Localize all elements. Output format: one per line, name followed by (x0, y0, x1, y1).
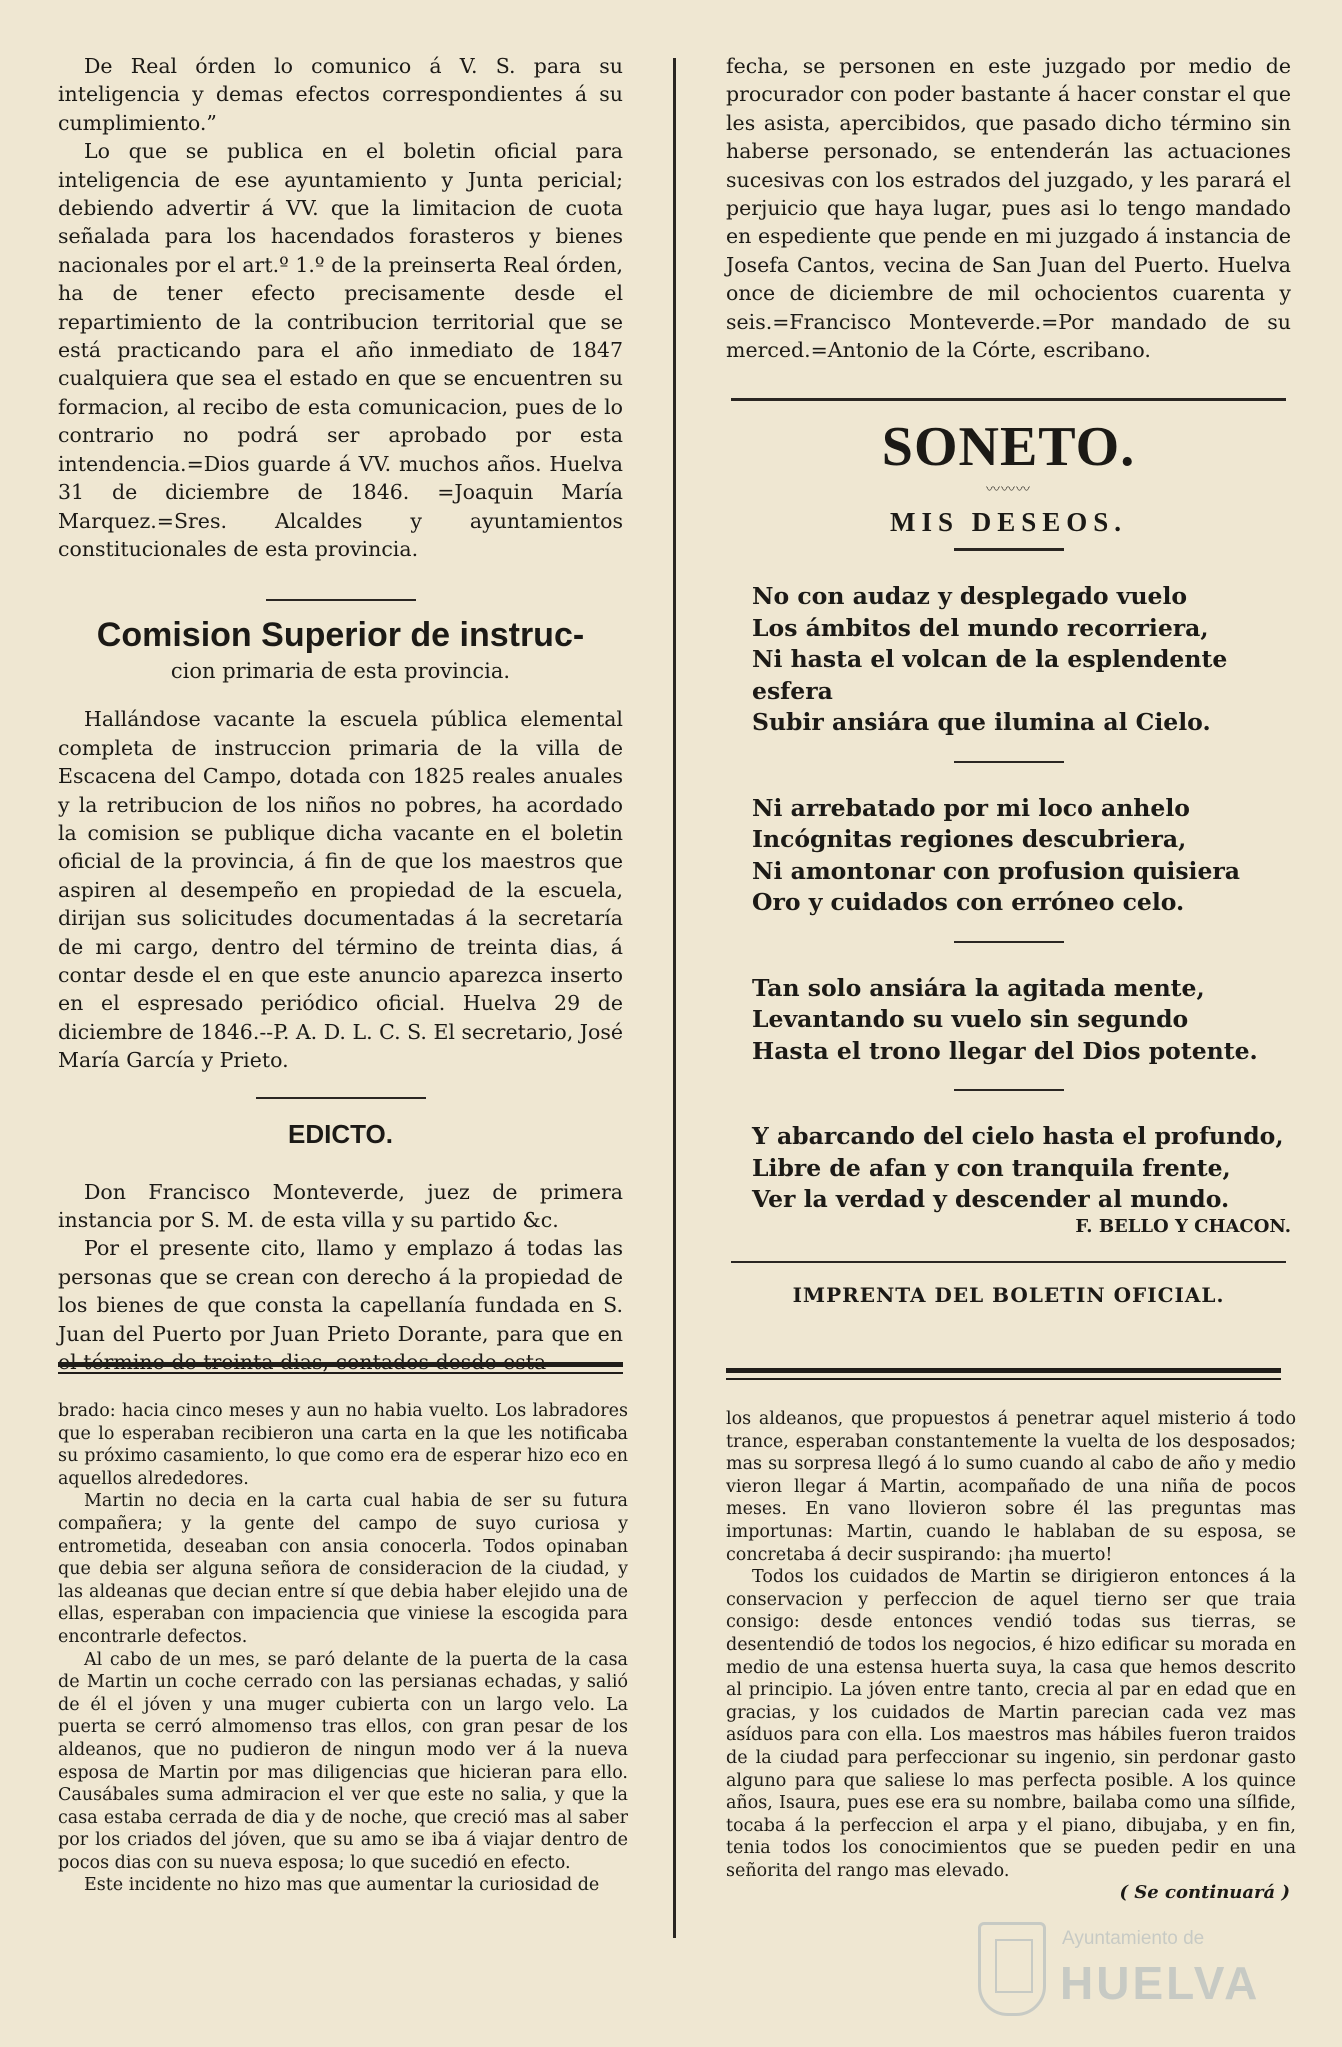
verse-line: Tan solo ansiára la agitada mente, (752, 973, 1205, 1002)
verse-line: Hasta el trono llegar del Dios potente. (752, 1036, 1258, 1065)
comision-heading: Comision Superior de instruc- (96, 616, 585, 655)
ayuntamiento-watermark (978, 1920, 1278, 2030)
verse-line: Libre de afan y con tranquila frente, (752, 1153, 1231, 1182)
story-paragraph: brado: hacia cinco meses y aun no habia vuelto. Los labradores que lo esperaban recibieron una carta en la que les notificaba su próximo casamiento, lo que como era de esperar hizo eco en aquellos alrededores. (58, 1401, 628, 1489)
column-divider (673, 58, 676, 1938)
stanza-4 (726, 1121, 1291, 1216)
verse-line: Oro y cuidados con erróneo celo. (752, 888, 1185, 917)
folletin-bar (58, 1362, 623, 1367)
verse-line: Incógnitas regiones descubriera, (752, 825, 1187, 854)
stanza-rule (954, 761, 1064, 763)
watermark-line1: Ayuntamiento de (1062, 1928, 1205, 1949)
folletin-bar (726, 1368, 1281, 1373)
stanza-rule (954, 941, 1064, 943)
left-column-bottom (58, 1400, 628, 1897)
story-paragraph: Al cabo de un mes, se paró delante de la puerta de la casa de Martin un coche cerrado con las persianas echadas, y salió de él el jóven y una muger cubierta con un largo velo. La puerta se cerró almomenso tras ellos, con gran pesar de los aldeanos, que no pudieron de ningun modo ver á la nueva esposa de Martin por mas diligencias que hicieran para ello. Causábales suma admiracion el ver que este no salia, y que la casa estaba cerrada de dia y de noche, que creció mas al saber por los criados del jóven, que su amo se iba á viajar dentro de pocos dias con su nueva esposa; lo que sucedió en efecto. (58, 1649, 628, 1873)
verse-line: Ni amontonar con profusion quisiera (752, 856, 1241, 885)
soneto-subtitle: MIS DESEOS. (889, 507, 1128, 538)
section-rule (954, 548, 1064, 551)
comision-subheading: cion primaria de esta provincia. (170, 659, 511, 684)
verse-line: Levantando su vuelo sin segundo (752, 1005, 1189, 1034)
edicto-heading: EDICTO. (288, 1118, 393, 1149)
section-rule (731, 398, 1286, 401)
watermark-line2: HUELVA (1060, 1957, 1261, 2009)
edicto-text: Por el presente cito, llamo y emplazo á todas las personas que se crean con derecho á la propiedad de los bienes de que consta la capellanía fundada en S. Juan del Puerto por Juan Prieto Dorante, para que en (58, 1236, 623, 1346)
imprenta-footer: IMPRENTA DEL BOLETIN OFICIAL. (792, 1282, 1225, 1307)
publication-notice: Lo que se publica en el boletin oficial para inteligencia de ese ayuntamiento y Junta pericial; debiendo advertir á VV. que la limitacion de cuota señalada para los hacendados forasteros y bienes nacionales por el art.º 1.º de la preinserta Real órden, ha de tener efecto precisamente desde el repartimiento de la contribucion territorial que se está practicando para el año inmediato de 1847 cualquiera que sea el estado en que se encuentren su formacion, al recibo de esta comunicacion, pues de lo contrario no podrá ser aprobado por esta intendencia.=Dios guarde á VV. muchos años. Huelva 31 de diciembre de 1846. =Joaquin María Marquez.=Sres. Alcaldes y ayuntamientos constitucionales de esta provincia. (58, 139, 623, 561)
right-column-bottom (726, 1408, 1296, 1903)
coat-of-arms-icon (978, 1922, 1046, 2016)
stanza-3 (726, 973, 1291, 1068)
vacancy-notice: Hallándose vacante la escuela pública elemental completa de instruccion primaria de la villa de Escacena del Campo, dotada con 1825 reales anuales y la retribucion de los niños no pobres, ha acordado la comision se publique dicha vacante en el boletin oficial de la provincia, á fin de que los maestros que aspiren al desempeño en propiedad de la escuela, dirijan sus solicitudes documentadas á la secretaría de mi cargo, dentro del término de treinta dias, á contar desde el en que este anuncio aparezca inserto en el espresado periódico oficial. Huelva 29 de diciembre de 1846.--P. A. D. L. C. S. El secretario, José María García y Prieto. (58, 707, 623, 1073)
folletin-bar (58, 1372, 623, 1374)
verse-line: Subir ansiára que ilumina al Cielo. (752, 708, 1211, 737)
verse-line: Ni hasta el volcan de la esplendente esfera (752, 645, 1228, 705)
verse-line: Ni arrebatado por mi loco anhelo (752, 793, 1190, 822)
edicto-continuation: fecha, se personen en este juzgado por medio de procurador con poder bastante á hacer constar el que les asista, apercibidos, que pasado dicho término sin haberse personado, se entenderán las actuaciones sucesivas con los estrados del juzgado, y les parará el perjuicio que haya lugar, pues asi lo tengo mandado en espediente que pende en mi juzgado á instancia de Josefa Cantos, vecina de San Juan del Puerto. Huelva once de diciembre de mil ochocientos cuarenta y seis.=Francisco Monteverde.=Por mandado de su merced.=Antonio de la Córte, escribano. (726, 54, 1291, 363)
left-column-top (58, 52, 623, 1376)
verse-line: No con audaz y desplegado vuelo (752, 582, 1188, 611)
story-paragraph: los aldeanos, que propuestos á penetrar aquel misterio á todo trance, esperaban constantemente la vuelta de los desposados; mas su sorpresa llegó á lo sumo cuando al cabo de año y medio vieron llegar á Martin, acompañado de una niña de pocos meses. En vano llovieron sobre él las preguntas mas importunas: Martin, cuando le hablaban de su esposa, se concretaba á decir suspirando: ¡ha muerto! (726, 1409, 1296, 1565)
verse-line: Ver la verdad y descender al mundo. (752, 1185, 1230, 1214)
section-rule (266, 599, 416, 601)
story-paragraph: Martin no decia en la carta cual habia de ser su futura compañera; y la gente del campo de suyo curiosa y entrometida, deseaban con ansia conocerla. Todos opinaban que debia ser alguna señora de consideracion de la ciudad, y las aldeanas que decian entre sí que debia haber elejido una de ellas, esperaban con impaciencia que viniese la escogida para encontrarle defectos. (58, 1491, 628, 1647)
verse-line: Y abarcando del cielo hasta el profundo, (752, 1122, 1284, 1151)
ornament-icon: 〰〰〰 (986, 482, 1031, 499)
soneto-title: SONETO. (881, 416, 1136, 479)
edicto-judge: Don Francisco Monteverde, juez de primera instancia por S. M. de esta villa y su partido &c. (58, 1179, 623, 1232)
continuara-note: ( Se continuará ) (1119, 1882, 1290, 1904)
stanza-2 (726, 793, 1291, 919)
story-paragraph: Todos los cuidados de Martin se dirigieron entonces á la conservacion y perfeccion de aquel tierno ser que traia consigo: desde entonces vendió todas sus tierras, se desentendió de todos los negocios, é hizo edificar su morada en medio de una estensa huerta suya, la casa que hemos descrito al principio. La jóven entre tanto, crecia al par en edad que en gracias, y los cuidados de Martin parecian cada vez mas asíduos para con ella. Los maestros mas hábiles fueron traidos de la ciudad para perfeccionar su ingenio, sin perdonar gasto alguno para que saliese lo mas perfecta posible. A los quince años, Isaura, pues ese era su nombre, bailaba como una sílfide, tocaba á la perfeccion el arpa y el piano, dibujaba, y en fin, tenia todos los conocimientos que se pueden pedir en una señorita del rango mas elevado. (726, 1567, 1296, 1881)
real-orden-closing: De Real órden lo comunico á V. S. para su inteligencia y demas efectos correspondientes á su cumplimiento.” (58, 54, 623, 135)
folletin-bar (726, 1378, 1281, 1380)
story-paragraph: Este incidente no hizo mas que aumentar la curiosidad de (84, 1875, 600, 1896)
verse-line: Los ámbitos del mundo recorriera, (752, 613, 1209, 642)
poem-author: F. BELLO Y CHACON. (1075, 1215, 1291, 1237)
section-rule (731, 1261, 1286, 1263)
stanza-1 (726, 581, 1291, 739)
right-column-top (726, 52, 1291, 1307)
section-rule (256, 1097, 426, 1099)
stanza-rule (954, 1089, 1064, 1091)
